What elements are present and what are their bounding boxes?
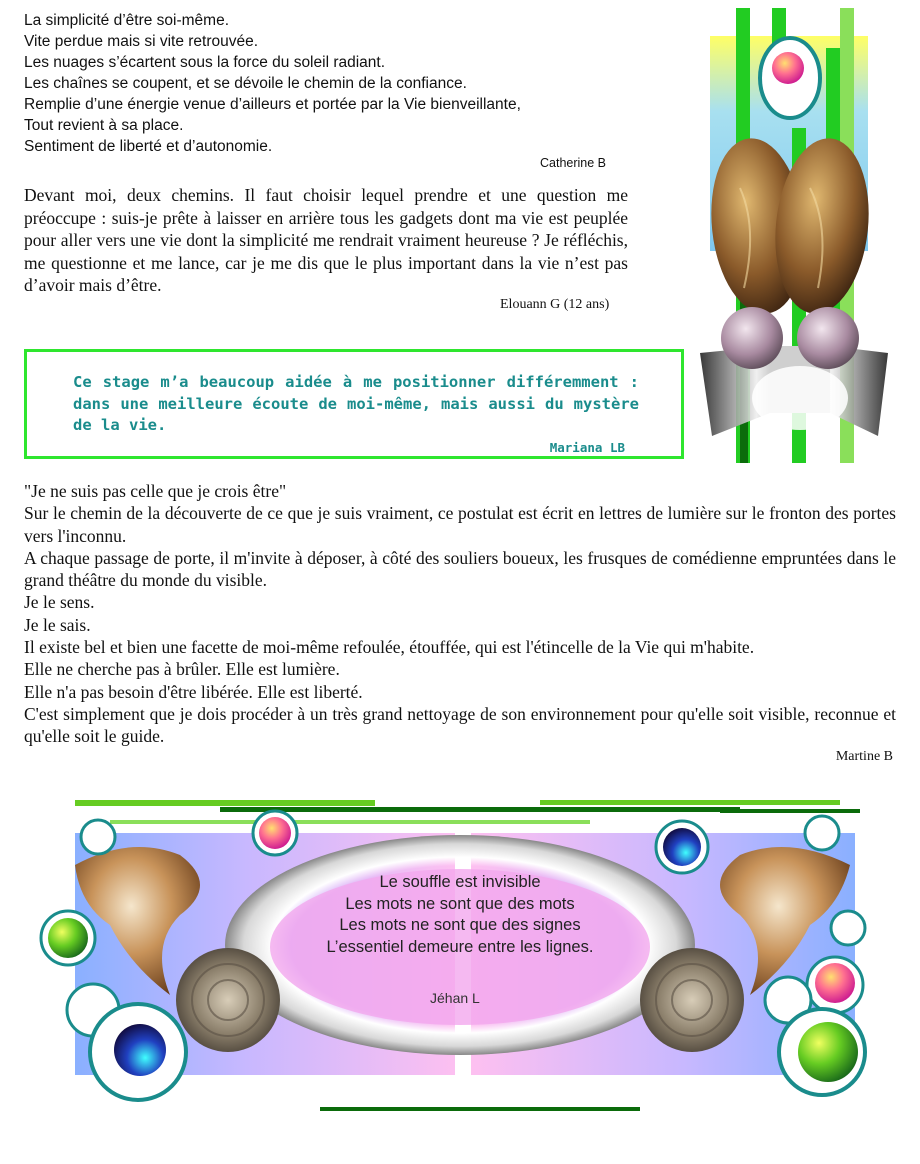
banner-poem (310, 872, 610, 958)
signature-jehan: Jéhan L (430, 990, 480, 1006)
quote-box (24, 349, 684, 459)
paragraph-martine (24, 480, 896, 748)
paragraph-line: Elle ne cherche pas à brûler. Elle est lumière. (24, 659, 340, 680)
poem-line: Remplie d’une énergie venue d’ailleurs et portée par la Vie bienveillante, (24, 96, 521, 113)
paragraph-line: Elle n'a pas besoin d'être libérée. Elle est liberté. (24, 681, 363, 702)
poem-line: Vite perdue mais si vite retrouvée. (24, 33, 259, 50)
banner-poem-line: L’essentiel demeure entre les lignes. (326, 937, 594, 956)
paragraph-line: Il existe bel et bien une facette de moi-même refoulée, étouffée, qui est l'étincelle de la Vie qui m'habite. (24, 637, 755, 658)
paragraph-line: Je le sais. (24, 614, 91, 635)
paragraph-elouann: Devant moi, deux chemins. Il faut choisir lequel prendre et une question me préoccupe : suis-je prête à laisser en arrière tous les gadgets dont ma vie est peuplée pour aller vers une vie dont la simplicité me rendrait vraiment heureuse ? Je réfléchis, me questionne et me lance, car je me dis que le plus important dans la vie n’est pas d’avoir mais d’être. (24, 185, 628, 295)
paragraph-line: C'est simplement que je dois procéder à un très grand nettoyage de son environnement pour qu'elle soit visible, reconnue et qu'elle soit le guide. (24, 703, 896, 747)
banner-poem-line: Les mots ne sont que des mots (345, 894, 575, 913)
poem-catherine (24, 10, 624, 157)
quote-signature: Mariana LB (549, 440, 625, 455)
poem-line: La simplicité d’être soi-même. (24, 12, 230, 29)
poem-line: Les chaînes se coupent, et se dévoile le chemin de la confiance. (24, 75, 467, 92)
paragraph-line: "Je ne suis pas celle que je crois être" (24, 481, 287, 501)
paragraph-line: Sur le chemin de la découverte de ce que je suis vraiment, ce postulat est écrit en lettres de lumière sur le fronton des portes vers l'inconnu. (24, 503, 896, 546)
banner-poem-line: Le souffle est invisible (379, 873, 541, 891)
poem-line: Sentiment de liberté et d’autonomie. (24, 138, 273, 155)
signature-elouann: Elouann G (12 ans) (500, 297, 610, 312)
poem-line: Les nuages s’écartent sous la force du soleil radiant. (24, 54, 386, 71)
signature-catherine: Catherine B (540, 156, 607, 170)
banner-poem-line: Les mots ne sont que des signes (339, 916, 581, 934)
decorative-banner (20, 795, 900, 1125)
signature-martine: Martine B (835, 749, 893, 764)
decorative-shells-illustration (700, 8, 900, 463)
paragraph-line: Je le sens. (24, 592, 95, 613)
quote-text: Ce stage m’a beaucoup aidée à me positionner différemment : dans une meilleure écoute de moi-même, mais aussi du mystère de la vie. (73, 373, 639, 434)
poem-line: Tout revient à sa place. (24, 117, 184, 134)
paragraph-line: A chaque passage de porte, il m'invite à déposer, à côté des souliers boueux, les frusques de comédienne empruntées dans le grand théâtre du monde du visible. (24, 547, 896, 591)
